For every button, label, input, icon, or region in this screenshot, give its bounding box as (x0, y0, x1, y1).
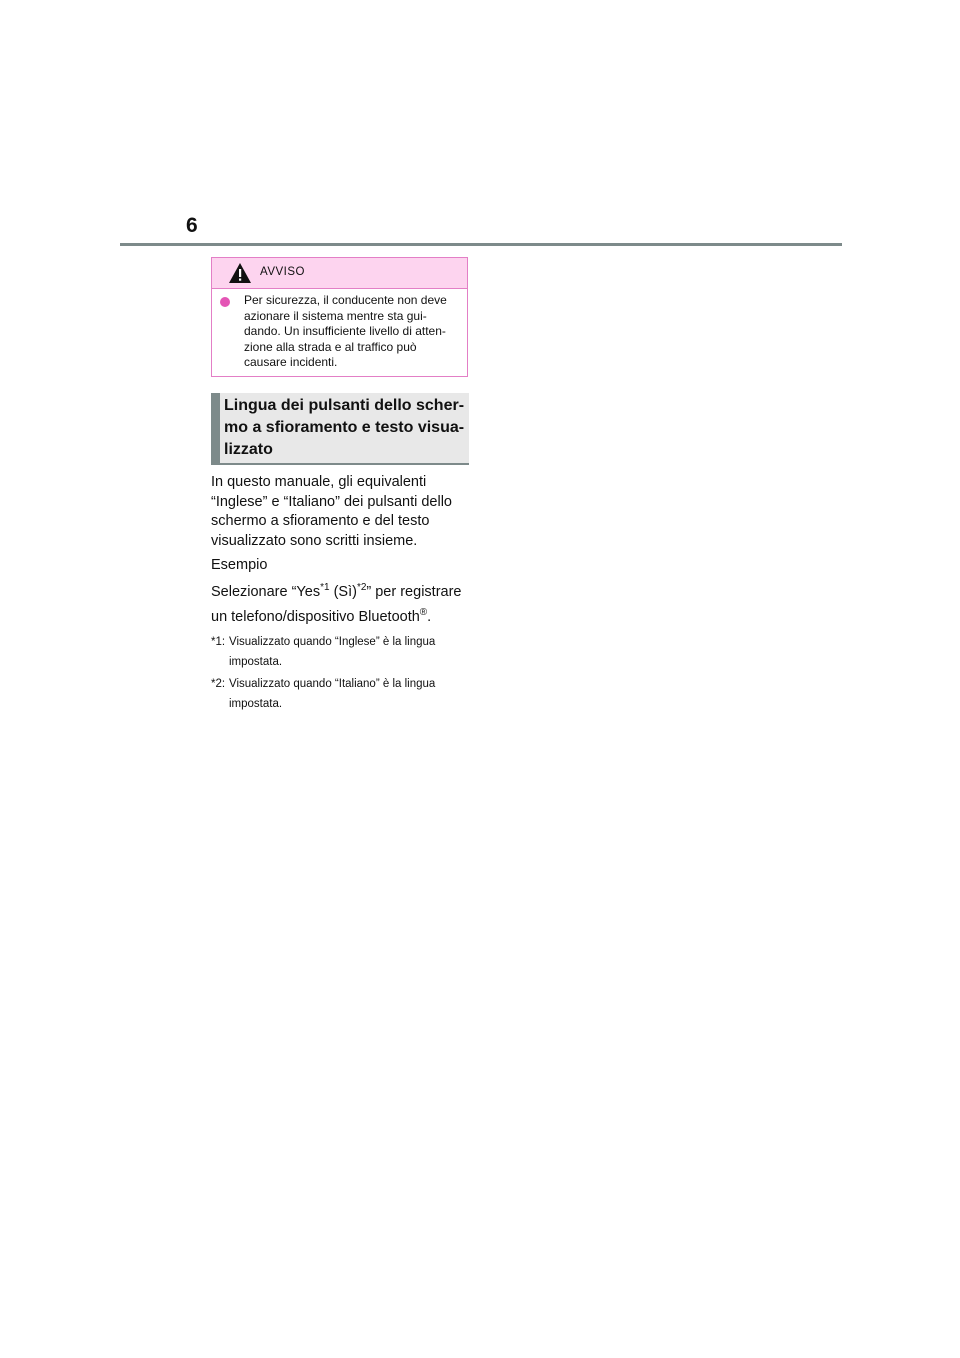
example-suffix: ” per registrare un telefono/dispositivo Bluetooth (211, 583, 462, 625)
footnote-marker: *2: (211, 677, 226, 690)
page-number: 6 (186, 214, 198, 237)
warning-triangle-icon (228, 262, 252, 284)
example-end: . (427, 608, 432, 625)
footnote (211, 674, 473, 714)
body-text (211, 473, 473, 714)
section-title (224, 395, 468, 461)
example-paragraph (211, 580, 473, 630)
intro-paragraph: In questo manuale, gli equivalenti “Inglese” e “Italiano” dei pulsanti dello schermo a sfioramento e del testo visualizzato sono scritti insieme. (211, 474, 452, 550)
footnote-marker: *1: (211, 635, 226, 648)
section-title-line: Lingua dei pulsanti dello scher- (224, 397, 465, 414)
section-heading (211, 393, 469, 465)
section-title-line: lizzato (224, 441, 273, 458)
warning-title: AVVISO (260, 266, 305, 278)
header-divider (120, 243, 842, 246)
bullet-icon (220, 297, 230, 307)
footnote-ref-2: *2 (356, 581, 367, 593)
example-label: Esempio (211, 556, 268, 573)
footnote-ref-1: *1 (320, 581, 330, 593)
footnote (211, 632, 473, 672)
warning-text: Per sicurezza, il conducente non deve azionare il sistema mentre sta gui-dando. Un insufficiente livello di atten-zione alla strada e al traffico può causare incidenti. (244, 293, 447, 370)
example-middle: (Sì) (329, 583, 357, 600)
warning-box (211, 257, 468, 377)
heading-accent-bar (211, 393, 220, 463)
footnote-text: Visualizzato quando “Inglese” è la lingua impostata. (229, 635, 436, 668)
example-prefix: Selezionare “Yes (211, 583, 321, 600)
footnote-text: Visualizzato quando “Italiano” è la lingua impostata. (229, 677, 436, 710)
trademark-symbol: ® (419, 606, 428, 618)
warning-header (212, 258, 467, 289)
section-title-line: mo a sfioramento e testo visua- (224, 419, 465, 436)
warning-body (212, 289, 467, 371)
